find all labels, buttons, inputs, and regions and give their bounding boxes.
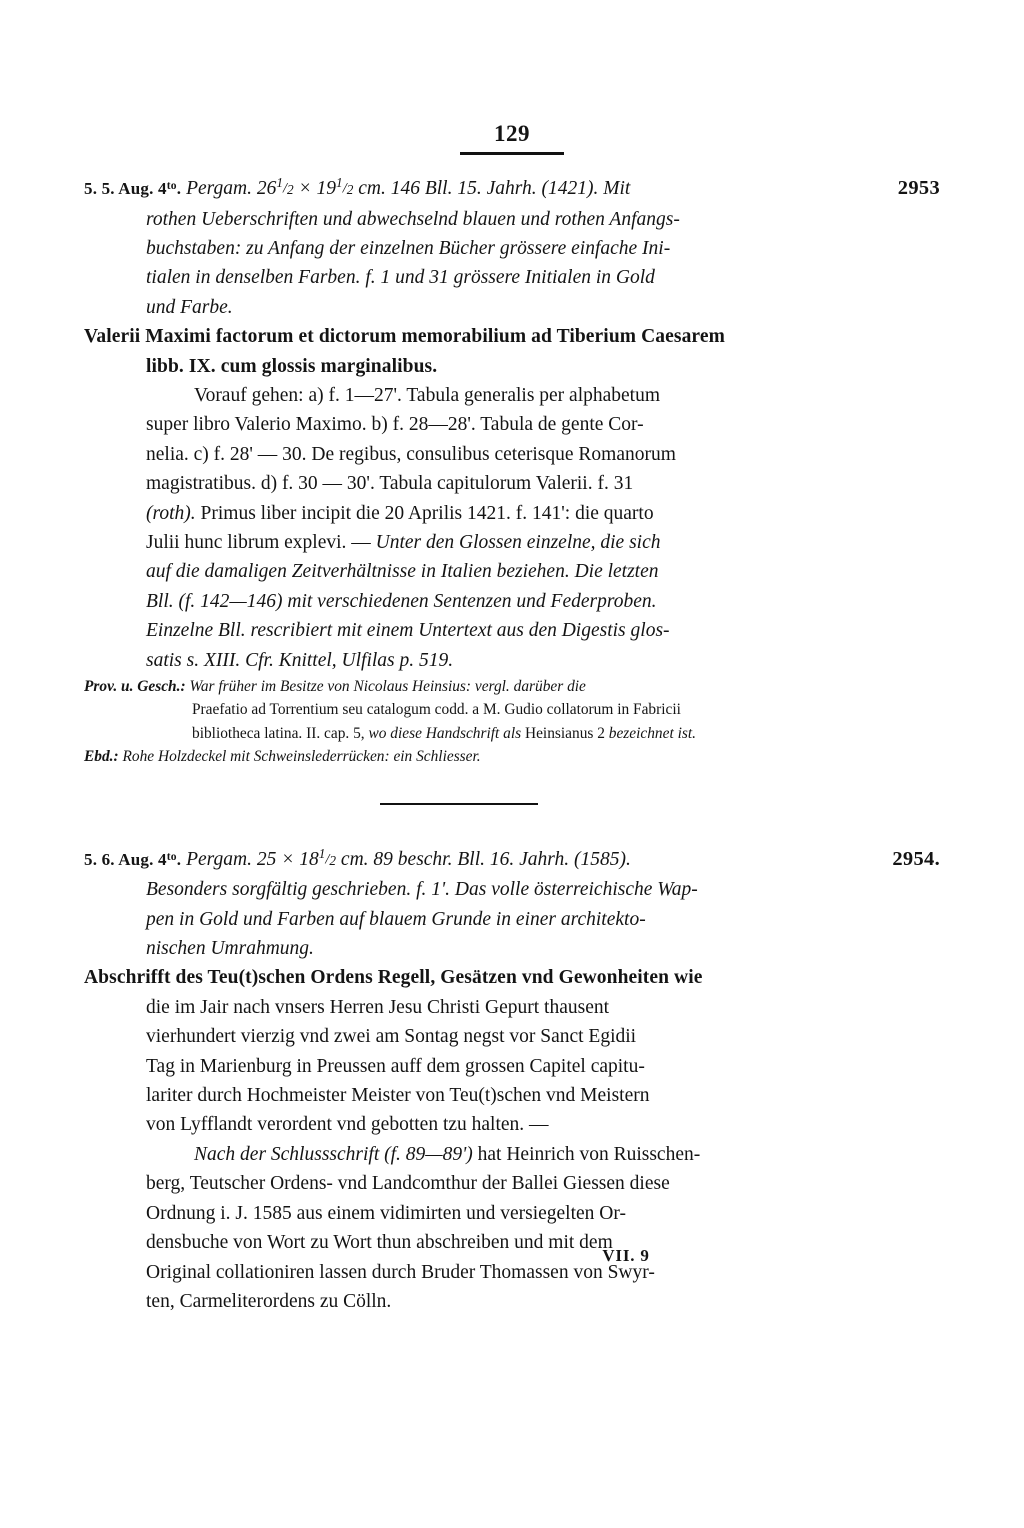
binding-note <box>84 745 940 768</box>
colophon-line: Nach der Schlussschrift (f. 89—89') hat Heinrich von Ruisschen- <box>194 1143 701 1165</box>
colophon-line: Original collationiren lassen durch Bruder Thomassen von Swyr- <box>146 1261 655 1283</box>
gloss-note-line: auf die damaligen Zeitverhältnisse in Italien beziehen. Die letzten <box>146 561 659 583</box>
entry-title-line: Valerii Maximi factorum et dictorum memorabilium ad Tiberium Caesarem <box>84 326 725 348</box>
contents-line-mixed: Julii hunc librum explevi. — Unter den Glossen einzelne, die sich <box>146 532 661 554</box>
binding-label: Ebd.: <box>84 748 119 766</box>
header-cont-line: pen in Gold und Farben auf blauem Grunde in einer architekto- <box>146 908 646 930</box>
entry-siglum: 5. 6. Aug. $4^{to}$. <box>84 849 182 869</box>
entry-contents-description <box>84 381 940 675</box>
contents-line: nelia. c) f. 28' — 30. De regibus, consulibus ceterisque Romanorum <box>146 443 676 465</box>
entry-header-description <box>84 168 630 205</box>
page-number: 129 <box>494 121 530 146</box>
colophon-line: densbuche von Wort zu Wort thun abschreiben und mit dem <box>146 1232 613 1254</box>
provenance-text-line: Praefatio ad Torrentium seu catalogum codd. a M. Gudio collatorum in Fabricii <box>192 701 681 719</box>
entry-format-text: Pergam. 25 × 181/2 cm. 89 beschr. Bll. 16. Jahrh. (1585). <box>186 849 631 870</box>
gloss-note-start: Unter den Glossen einzelne, die sich <box>375 532 661 554</box>
page-header <box>0 122 1024 155</box>
entry-title-line: libb. IX. cum glossis marginalibus. <box>146 355 438 377</box>
contents-line: lariter durch Hochmeister Meister von Teu(t)schen vnd Meistern <box>146 1085 650 1107</box>
contents-line: von Lyfflandt verordent vnd gebotten tzu halten. — <box>146 1114 549 1136</box>
entry-title <box>84 963 940 992</box>
section-divider <box>380 803 538 805</box>
text-column <box>84 168 940 1316</box>
signature-mark: VII. 9 <box>602 1246 650 1265</box>
entry-header-continuation <box>84 875 940 963</box>
provenance-text-line: bibliotheca latina. II. cap. 5, wo diese Handschrift als Heinsianus 2 bezeichnet ist. <box>192 724 696 742</box>
entry-header-continuation <box>84 205 940 323</box>
colophon-reference: Nach der Schlussschrift (f. 89—89') <box>194 1143 473 1165</box>
entry-title-line: Abschrifft des Teu(t)schen Ordens Regell, Gesätzen vnd Gewonheiten wie <box>84 967 703 989</box>
header-cont-line: buchstaben: zu Anfang der einzelnen Bücher grössere einfache Ini- <box>146 237 671 259</box>
contents-line: die im Jair nach vnsers Herren Jesu Christi Gepurt thausent <box>146 996 610 1018</box>
entry-header-line <box>84 168 940 205</box>
fraction-half-height: 1/2 <box>336 175 354 198</box>
catalog-number: 2953 <box>897 177 940 200</box>
fraction-half-width: 1/2 <box>276 175 294 198</box>
catalog-number: 2954. <box>892 847 940 870</box>
contents-line: Tag in Marienburg in Preussen auff dem grossen Capitel capitu- <box>146 1055 645 1077</box>
provenance-note <box>84 675 940 745</box>
colophon-line: ten, Carmeliterordens zu Cölln. <box>146 1290 392 1312</box>
colophon-line: berg, Teutscher Ordens- vnd Landcomthur der Ballei Giessen diese <box>146 1173 670 1195</box>
header-cont-line: rothen Ueberschriften und abwechselnd blauen und rothen Anfangs- <box>146 208 680 230</box>
catalog-entry-2953 <box>84 168 940 769</box>
gloss-note-line: Einzelne Bll. rescribiert mit einem Untertext aus den Digestis glos- <box>146 620 670 642</box>
contents-line: vierhundert vierzig vnd zwei am Sontag negst vor Sanct Egidii <box>146 1026 637 1048</box>
binding-text: Rohe Holzdeckel mit Schweinslederrücken: ein Schliesser. <box>118 748 481 766</box>
contents-line-mixed: (roth). Primus liber incipit die 20 Aprilis 1421. f. 141': die quarto <box>146 502 654 524</box>
header-cont-line: und Farbe. <box>146 296 233 318</box>
fraction-half-height: 1/2 <box>318 845 337 868</box>
entry-siglum: 5. 5. Aug. $4^{to}$. <box>84 179 182 199</box>
gloss-note-line: satis s. XIII. Cfr. Knittel, Ulfilas p. 519. <box>146 649 454 671</box>
contents-line: super libro Valerio Maximo. b) f. 28—28'. Tabula de gente Cor- <box>146 414 644 436</box>
provenance-label: Prov. u. Gesch.: <box>84 678 186 696</box>
siglum-superscript: to <box>166 179 177 193</box>
provenance-notes <box>84 675 940 769</box>
provenance-text: War früher im Besitze von Nicolaus Heinsius: vergl. darüber die <box>185 678 586 696</box>
roth-annotation: (roth). <box>146 502 196 524</box>
header-cont-line: nischen Umrahmung. <box>146 938 314 960</box>
entry-contents-description <box>84 993 940 1316</box>
gloss-note-line: Bll. (f. 142—146) mit verschiedenen Sentenzen und Federproben. <box>146 590 657 612</box>
entry-header-description <box>84 839 631 876</box>
header-cont-line: Besonders sorgfältig geschrieben. f. 1'. Das volle österreichische Wap- <box>146 879 698 901</box>
entry-title <box>84 322 940 381</box>
entry-header-line <box>84 839 940 876</box>
colophon-line: Ordnung i. J. 1585 aus einem vidimirten und versiegelten Or- <box>146 1202 626 1224</box>
entry-format-text: Pergam. 261/2 × 191/2 cm. 146 Bll. 15. Jahrh. (1421). Mit <box>186 178 630 199</box>
siglum-superscript: to <box>166 849 177 863</box>
contents-line: magistratibus. d) f. 30 — 30'. Tabula capitulorum Valerii. f. 31 <box>146 473 634 495</box>
catalog-entry-2954 <box>84 839 940 1317</box>
header-cont-line: tialen in denselben Farben. f. 1 und 31 grössere Initialen in Gold <box>146 267 655 289</box>
contents-line: Vorauf gehen: a) f. 1—27'. Tabula generalis per alphabetum <box>194 384 661 406</box>
page-number-rule <box>460 152 564 155</box>
